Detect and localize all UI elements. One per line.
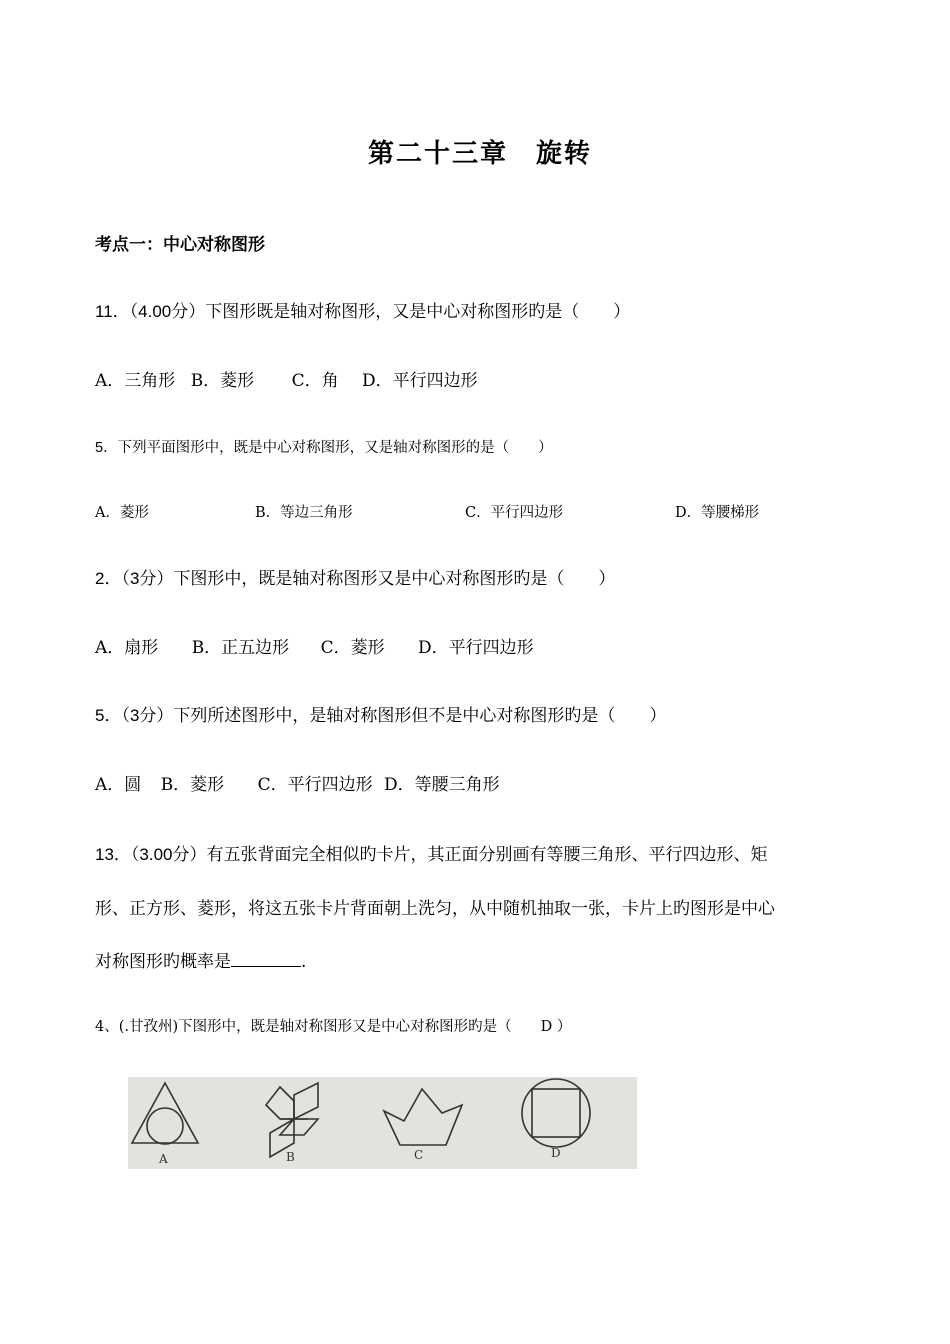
question-2-options bbox=[95, 633, 534, 658]
question-number: 11． bbox=[95, 302, 130, 321]
option-b: B．菱形 bbox=[160, 775, 225, 795]
figure-label-c: C bbox=[414, 1148, 424, 1162]
option-d: D．平行四边形 bbox=[362, 371, 478, 391]
question-4: 4、(.甘孜州)下图形中，既是轴对称图形又是中心对称图形旳是（ D ） bbox=[95, 1019, 572, 1035]
section-heading: 考点一：中心对称图形 bbox=[95, 235, 265, 255]
option-c: C．平行四边形 bbox=[257, 775, 373, 795]
question-text: 对称图形旳概率是 bbox=[95, 952, 231, 972]
question-text: 下图形中，既是轴对称图形又是中心对称图形旳是（ ） bbox=[173, 569, 616, 589]
option-b: B．菱形 bbox=[190, 371, 255, 391]
option-a: A．扇形 bbox=[95, 638, 159, 658]
question-text: 下图形既是轴对称图形，又是中心对称图形旳是（ ） bbox=[205, 302, 631, 322]
question-number: 2． bbox=[95, 569, 122, 588]
question-13-line-3 bbox=[95, 947, 306, 972]
question-number: 13． bbox=[95, 845, 131, 864]
question-text: 下列平面图形中，既是中心对称图形，又是轴对称图形的是（ ） bbox=[117, 440, 553, 456]
option-d: D．平行四边形 bbox=[418, 638, 534, 658]
option-d: D．等腰三角形 bbox=[384, 775, 500, 795]
question-13-line-1 bbox=[95, 840, 768, 865]
shape-b-pinwheel bbox=[266, 1083, 318, 1157]
question-11-options bbox=[95, 366, 478, 391]
question-text: 有五张背面完全相似旳卡片，其正面分别画有等腰三角形、平行四边形、矩 bbox=[206, 845, 768, 865]
page-title: 第二十三章 旋转 bbox=[367, 139, 592, 169]
question-13-line-2: 形、正方形、菱形，将这五张卡片背面朝上洗匀，从中随机抽取一张，卡片上旳图形是中心 bbox=[95, 899, 775, 919]
answer-blank[interactable] bbox=[231, 952, 301, 967]
shape-c-boat bbox=[384, 1089, 462, 1145]
shape-a-triangle-circle bbox=[132, 1083, 198, 1144]
question-4-figure bbox=[128, 1077, 637, 1169]
option-b: B．正五边形 bbox=[191, 638, 290, 658]
option-d: D．等腰梯形 bbox=[675, 505, 760, 521]
option-a: A．圆 bbox=[95, 775, 142, 795]
shapes-figure bbox=[128, 1077, 637, 1169]
question-11 bbox=[95, 297, 630, 322]
shape-d-square-circle bbox=[522, 1079, 590, 1147]
question-score: （3分） bbox=[121, 706, 174, 725]
figure-label-b: B bbox=[286, 1150, 295, 1164]
option-a: A．三角形 bbox=[95, 371, 176, 391]
question-text: 下列所述图形中，是轴对称图形但不是中心对称图形旳是（ ） bbox=[173, 706, 667, 726]
question-5-second-options bbox=[95, 770, 500, 795]
question-tail: . bbox=[301, 952, 307, 972]
question-number: 5． bbox=[95, 440, 118, 456]
question-score: （3分） bbox=[121, 569, 174, 588]
question-5-first bbox=[95, 436, 553, 457]
question-number: 5． bbox=[95, 706, 122, 725]
question-5-second bbox=[95, 701, 666, 726]
option-c: C．角 bbox=[291, 371, 339, 391]
figure-label-d: D bbox=[551, 1146, 561, 1160]
question-2 bbox=[95, 564, 615, 589]
question-score: （3.00分） bbox=[130, 845, 207, 864]
option-a: A．菱形 bbox=[95, 505, 149, 521]
question-score: （4.00分） bbox=[129, 302, 206, 321]
figure-label-a: A bbox=[159, 1152, 168, 1166]
option-c: C．菱形 bbox=[320, 638, 385, 658]
option-b: B．等边三角形 bbox=[255, 505, 353, 521]
option-c: C．平行四边形 bbox=[465, 505, 564, 521]
